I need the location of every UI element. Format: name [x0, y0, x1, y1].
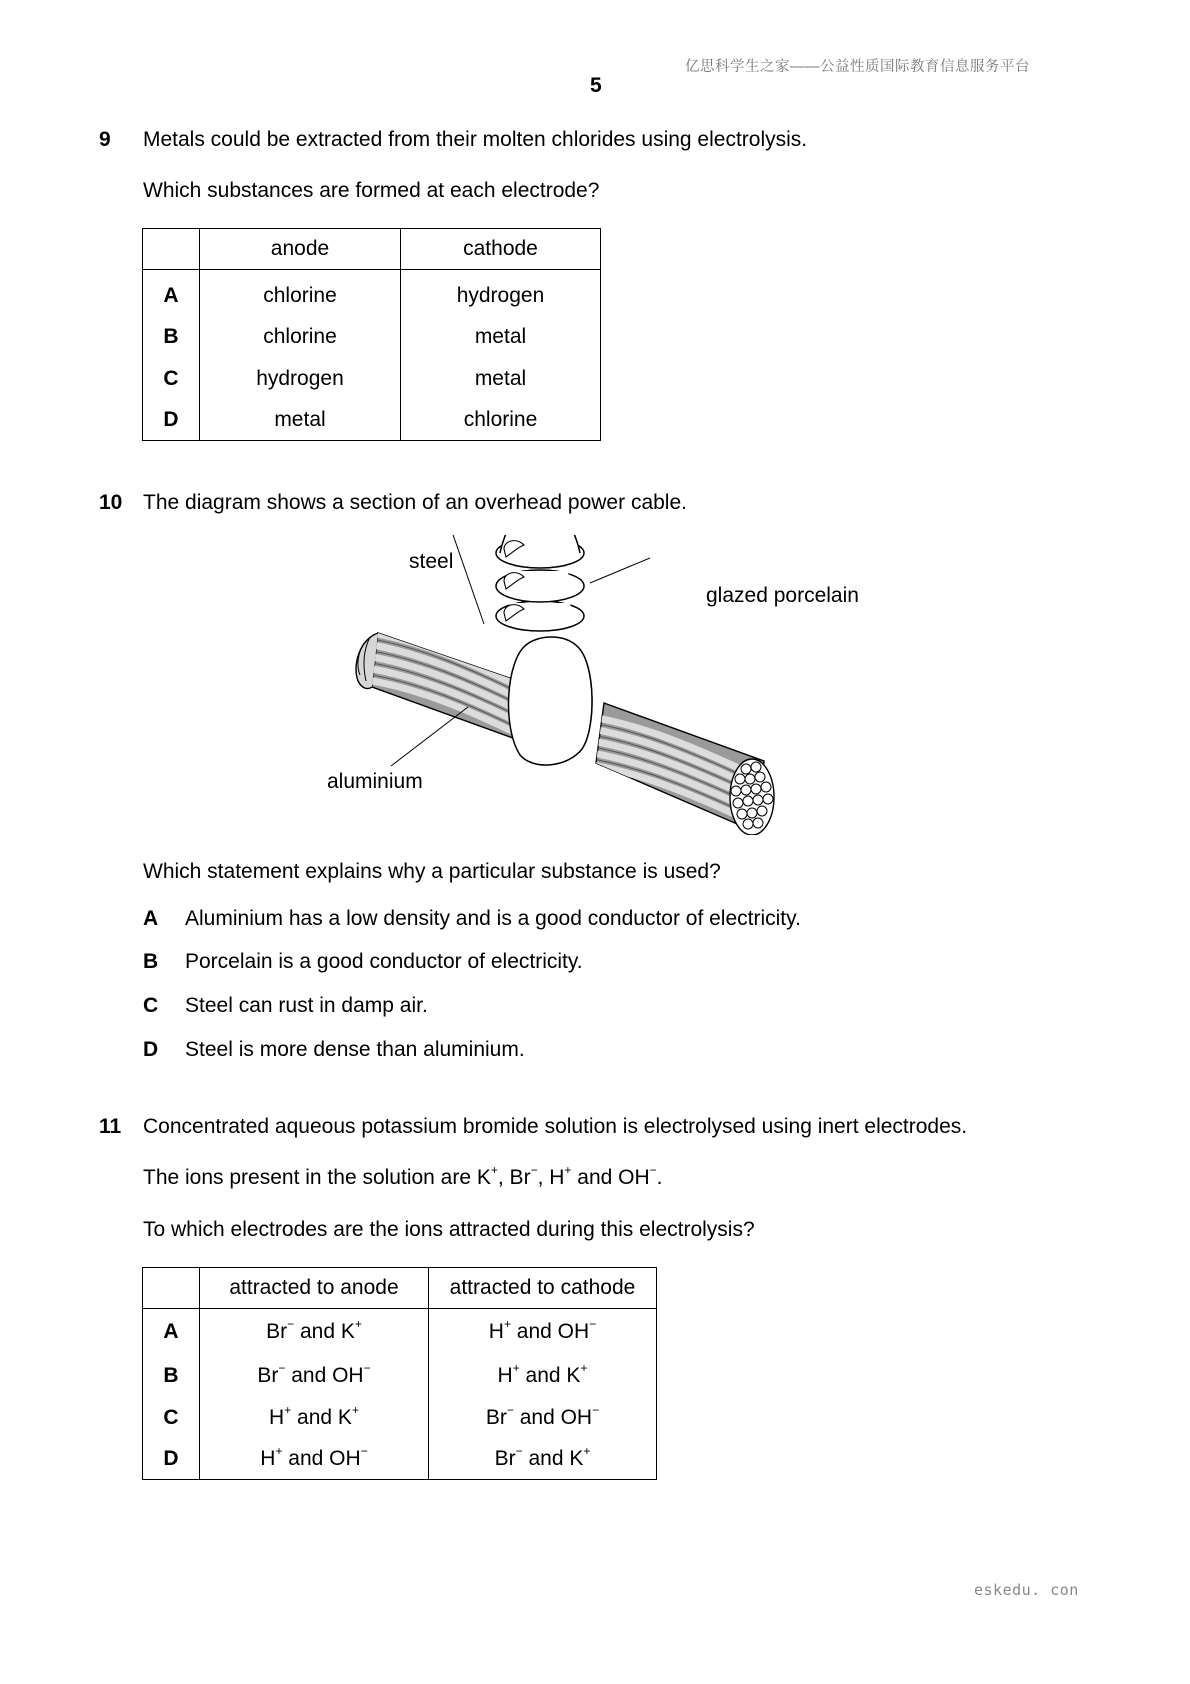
ions-text: The ions present in the solution are K [143, 1166, 491, 1189]
q9-cathode-cell: hydrogen [401, 270, 601, 316]
q11-ions-line [143, 1163, 663, 1190]
q9-cathode-cell: metal [401, 316, 601, 358]
q10-option-label: C [143, 994, 159, 1017]
charge: − [506, 1402, 514, 1417]
q11-question: To which electrodes are the ions attracted during this electrolysis? [143, 1218, 755, 1241]
ion: H [497, 1363, 513, 1387]
aluminium-leader-line [391, 707, 468, 766]
charge: − [530, 1163, 538, 1177]
ion: and K [522, 1446, 584, 1470]
ion: and K [294, 1319, 355, 1343]
q9-cathode-cell: metal [401, 358, 601, 400]
q9-row-label: C [143, 358, 200, 400]
charge: + [503, 1316, 511, 1331]
q10-option-label: D [143, 1038, 159, 1061]
q9-stem: Metals could be extracted from their molten chlorides using electrolysis. [143, 128, 808, 151]
ion: H [488, 1319, 504, 1343]
ions-text: , H [537, 1166, 565, 1189]
charge: − [360, 1443, 368, 1458]
table-row [143, 1309, 657, 1355]
charge: − [589, 1316, 597, 1331]
ion: Br [494, 1446, 516, 1470]
q9-header-anode: anode [200, 229, 401, 270]
charge: − [592, 1402, 600, 1417]
q11-anode-cell [200, 1309, 429, 1355]
q10-number: 10 [99, 491, 123, 514]
ion: and K [291, 1405, 352, 1429]
charge: + [583, 1443, 591, 1458]
q11-header-anode: attracted to anode [200, 1268, 429, 1309]
q11-cathode-cell [429, 1355, 657, 1397]
label-aluminium: aluminium [327, 770, 423, 793]
footer-site: eskedu. con [974, 1581, 1079, 1599]
ion: Br [257, 1363, 279, 1387]
table-row [143, 1439, 657, 1480]
label-steel: steel [409, 550, 454, 573]
q9-anode-cell: chlorine [200, 316, 401, 358]
q11-row-label: A [143, 1309, 200, 1355]
charge: + [354, 1316, 362, 1331]
charge: − [515, 1443, 523, 1458]
table-row [143, 270, 601, 316]
q11-anode-cell [200, 1439, 429, 1480]
ion: H [269, 1405, 285, 1429]
q9-table [142, 228, 601, 441]
q9-anode-cell: hydrogen [200, 358, 401, 400]
charge: + [512, 1360, 520, 1375]
table-row [143, 1397, 657, 1439]
porcelain-leader-line [590, 558, 650, 583]
table-row [143, 316, 601, 358]
ion: Br [266, 1319, 288, 1343]
q10-option-text: Steel can rust in damp air. [185, 994, 428, 1017]
q10-question: Which statement explains why a particular substance is used? [143, 860, 721, 883]
q11-table-header-row [143, 1268, 657, 1309]
q11-row-label: D [143, 1439, 200, 1480]
q10-option-text: Aluminium has a low density and is a good conductor of electricity. [185, 907, 801, 930]
charge: − [363, 1360, 371, 1375]
q11-anode-cell [200, 1397, 429, 1439]
q9-table-header-row [143, 229, 601, 270]
header-watermark: 亿思科学生之家——公益性质国际教育信息服务平台 [685, 59, 1030, 75]
ion: Br [485, 1405, 507, 1429]
q11-header-cathode: attracted to cathode [429, 1268, 657, 1309]
steel-leader-line [451, 535, 484, 624]
charge: − [649, 1163, 657, 1177]
q10-option-text: Steel is more dense than aluminium. [185, 1038, 525, 1061]
q11-header-blank [143, 1268, 200, 1309]
q11-number: 11 [99, 1115, 122, 1138]
charge: + [351, 1402, 359, 1417]
charge: + [564, 1163, 572, 1177]
q11-table [142, 1267, 657, 1480]
right-cable-segment [580, 703, 780, 835]
q9-anode-cell: chlorine [200, 270, 401, 316]
q11-anode-cell [200, 1355, 429, 1397]
q9-row-label: D [143, 400, 200, 441]
porcelain-clamp [509, 637, 593, 765]
ion: and OH [285, 1363, 364, 1387]
table-row [143, 1355, 657, 1397]
label-glazed-porcelain: glazed porcelain [706, 584, 859, 607]
q10-option-label: A [143, 907, 159, 930]
ions-text: and OH [571, 1166, 650, 1189]
ions-text: , Br [497, 1166, 531, 1189]
q10-option-label: B [143, 950, 159, 973]
q11-cathode-cell [429, 1397, 657, 1439]
q9-header-cathode: cathode [401, 229, 601, 270]
q11-row-label: C [143, 1397, 200, 1439]
q9-header-blank [143, 229, 200, 270]
table-row [143, 400, 601, 441]
charge: − [278, 1360, 286, 1375]
q9-cathode-cell: chlorine [401, 400, 601, 441]
q10-option-text: Porcelain is a good conductor of electricity. [185, 950, 583, 973]
table-row [143, 358, 601, 400]
charge: + [275, 1443, 283, 1458]
q11-row-label: B [143, 1355, 200, 1397]
charge: − [287, 1316, 295, 1331]
ion: H [260, 1446, 276, 1470]
ion: and K [519, 1363, 581, 1387]
charge: + [580, 1360, 588, 1375]
ion: and OH [282, 1446, 361, 1470]
ions-text: . [656, 1166, 663, 1189]
ion: and OH [513, 1405, 593, 1429]
q9-anode-cell: metal [200, 400, 401, 441]
page-number: 5 [590, 74, 602, 97]
ion: and OH [510, 1319, 590, 1343]
q11-cathode-cell [429, 1309, 657, 1355]
q10-stem: The diagram shows a section of an overhead power cable. [143, 491, 687, 514]
charge: + [284, 1402, 292, 1417]
q9-row-label: B [143, 316, 200, 358]
q11-stem: Concentrated aqueous potassium bromide solution is electrolysed using inert electrodes. [143, 1115, 968, 1138]
q9-number: 9 [99, 128, 111, 151]
q9-question: Which substances are formed at each electrode? [143, 179, 600, 202]
charge: + [490, 1163, 498, 1177]
q11-cathode-cell [429, 1439, 657, 1480]
q9-row-label: A [143, 270, 200, 316]
